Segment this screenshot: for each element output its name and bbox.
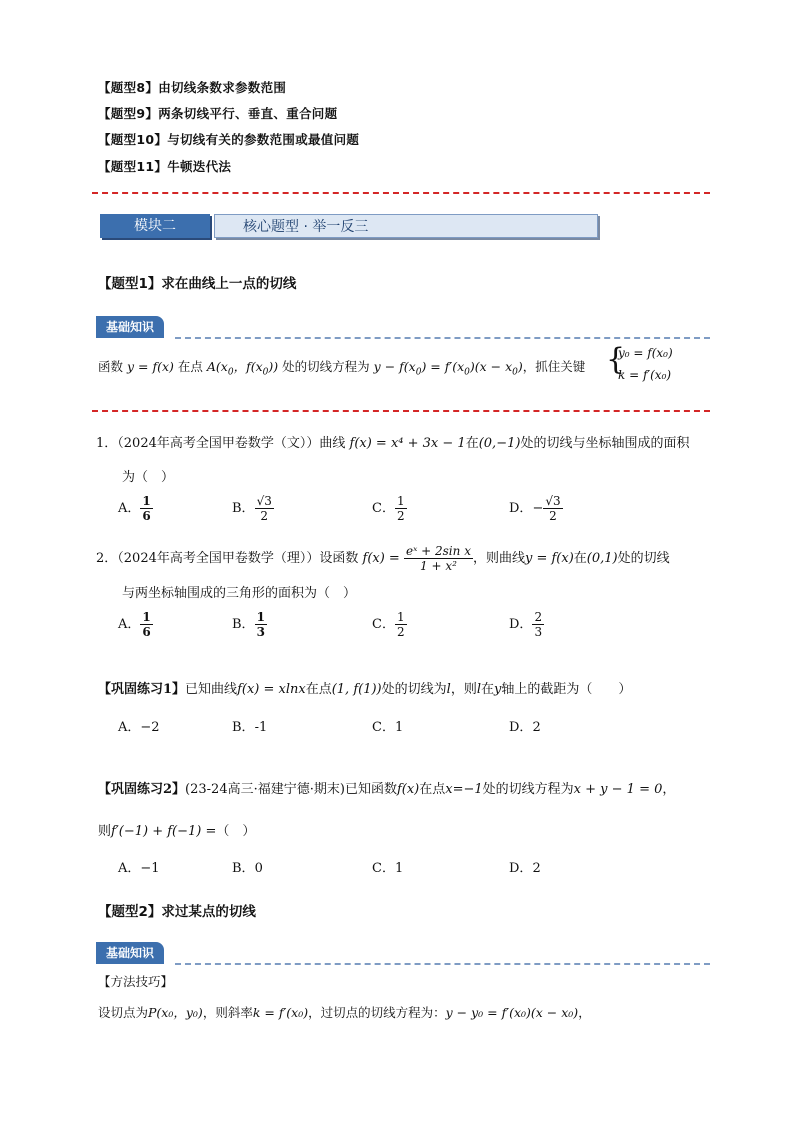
toc-item-11: 【题型11】牛顿迭代法 [98, 159, 232, 174]
module-label: 模块二 [100, 214, 210, 238]
method-tip: 【方法技巧】 [98, 974, 174, 989]
p1-option-c[interactable]: C．1 [372, 720, 404, 735]
knowledge-text-1: 函数 y = f(x) 在点 $A(x_0$，$f(x_0)$) 处的切线方程为 $y - f(x_0) = f'(x_0)(x - x_0)$，抓住关键 [98, 359, 586, 378]
brace-symbol: { [606, 342, 626, 377]
p1-option-d[interactable]: D．2 [509, 720, 541, 735]
practice-1: 【巩固练习1】已知曲线f(x) = xlnx在点(1, f(1))处的切线为l，则l在y轴上的截距为（ ） [98, 682, 632, 697]
practice-2: 【巩固练习2】(23-24高三·福建宁德·期末)已知函数f(x)在点x=−1处的切线方程为x + y − 1 = 0， [98, 782, 676, 797]
p2-option-a[interactable]: A．−1 [118, 861, 160, 876]
red-divider [92, 192, 710, 194]
module-title: 核心题型 · 举一反三 [214, 214, 598, 238]
toc-item-9: 【题型9】两条切线平行、垂直、重合问题 [98, 106, 338, 121]
p1-option-b[interactable]: B．-1 [232, 720, 268, 735]
q2-option-b[interactable]: B． $\frac{1}{3}$ [232, 610, 265, 639]
brace-top: y₀ = f(x₀) [618, 346, 673, 360]
q2-option-a[interactable]: A． $\frac{1}{6}$ [118, 610, 151, 639]
question-2: 2．（2024年高考全国甲卷数学（理））设函数 f(x) = $\frac{\text{eˣ + 2sin x}}{\text{1 + x²}}$ ，则曲线y = f(x)在(0,1)处的切线 [96, 544, 670, 573]
q1-option-c[interactable]: C． $\frac{1}{2}$ [372, 494, 405, 523]
tag-divider-1 [175, 337, 710, 339]
question-1: 1．（2024年高考全国甲卷数学（文））曲线 f(x) = x⁴ + 3x − 1在(0,−1)处的切线与坐标轴围成的面积 [96, 436, 690, 451]
knowledge-tag-1: 基础知识 [96, 316, 164, 338]
q1-option-a[interactable]: A． $\frac{1}{6}$ [118, 494, 151, 523]
section-title-2: 【题型2】求过某点的切线 [98, 904, 256, 920]
q2-option-c[interactable]: C． $\frac{1}{2}$ [372, 610, 405, 639]
p2-option-b[interactable]: B．0 [232, 861, 263, 876]
toc-item-8: 【题型8】由切线条数求参数范围 [98, 80, 287, 95]
question-2-line2: 与两坐标轴围成的三角形的面积为（ ） [122, 586, 357, 601]
red-divider-2 [92, 410, 710, 412]
brace-bottom: k = f′(x₀) [618, 368, 672, 382]
question-1-line2: 为（ ） [122, 470, 175, 485]
p1-option-a[interactable]: A．−2 [118, 720, 160, 735]
q1-option-b[interactable]: B． $\frac{√3}{2}$ [232, 494, 272, 523]
section-title-1: 【题型1】求在曲线上一点的切线 [98, 276, 297, 292]
toc-item-10: 【题型10】与切线有关的参数范围或最值问题 [98, 132, 360, 147]
q1-option-d[interactable]: D．− $\frac{√3}{2}$ [509, 494, 561, 523]
p2-option-c[interactable]: C．1 [372, 861, 404, 876]
p2-option-d[interactable]: D．2 [509, 861, 541, 876]
practice-2-line2: 则f′(−1) + f(−1) =（ ） [98, 824, 256, 839]
knowledge-tag-2: 基础知识 [96, 942, 164, 964]
q2-option-d[interactable]: D． $\frac{2}{3}$ [509, 610, 543, 639]
section2-text: 设切点为P(x₀，y₀)，则斜率k = f′(x₀)，过切点的切线方程为：y − y₀ = f′(x₀)(x − x₀)， [98, 1005, 591, 1020]
tag-divider-2 [175, 963, 710, 965]
